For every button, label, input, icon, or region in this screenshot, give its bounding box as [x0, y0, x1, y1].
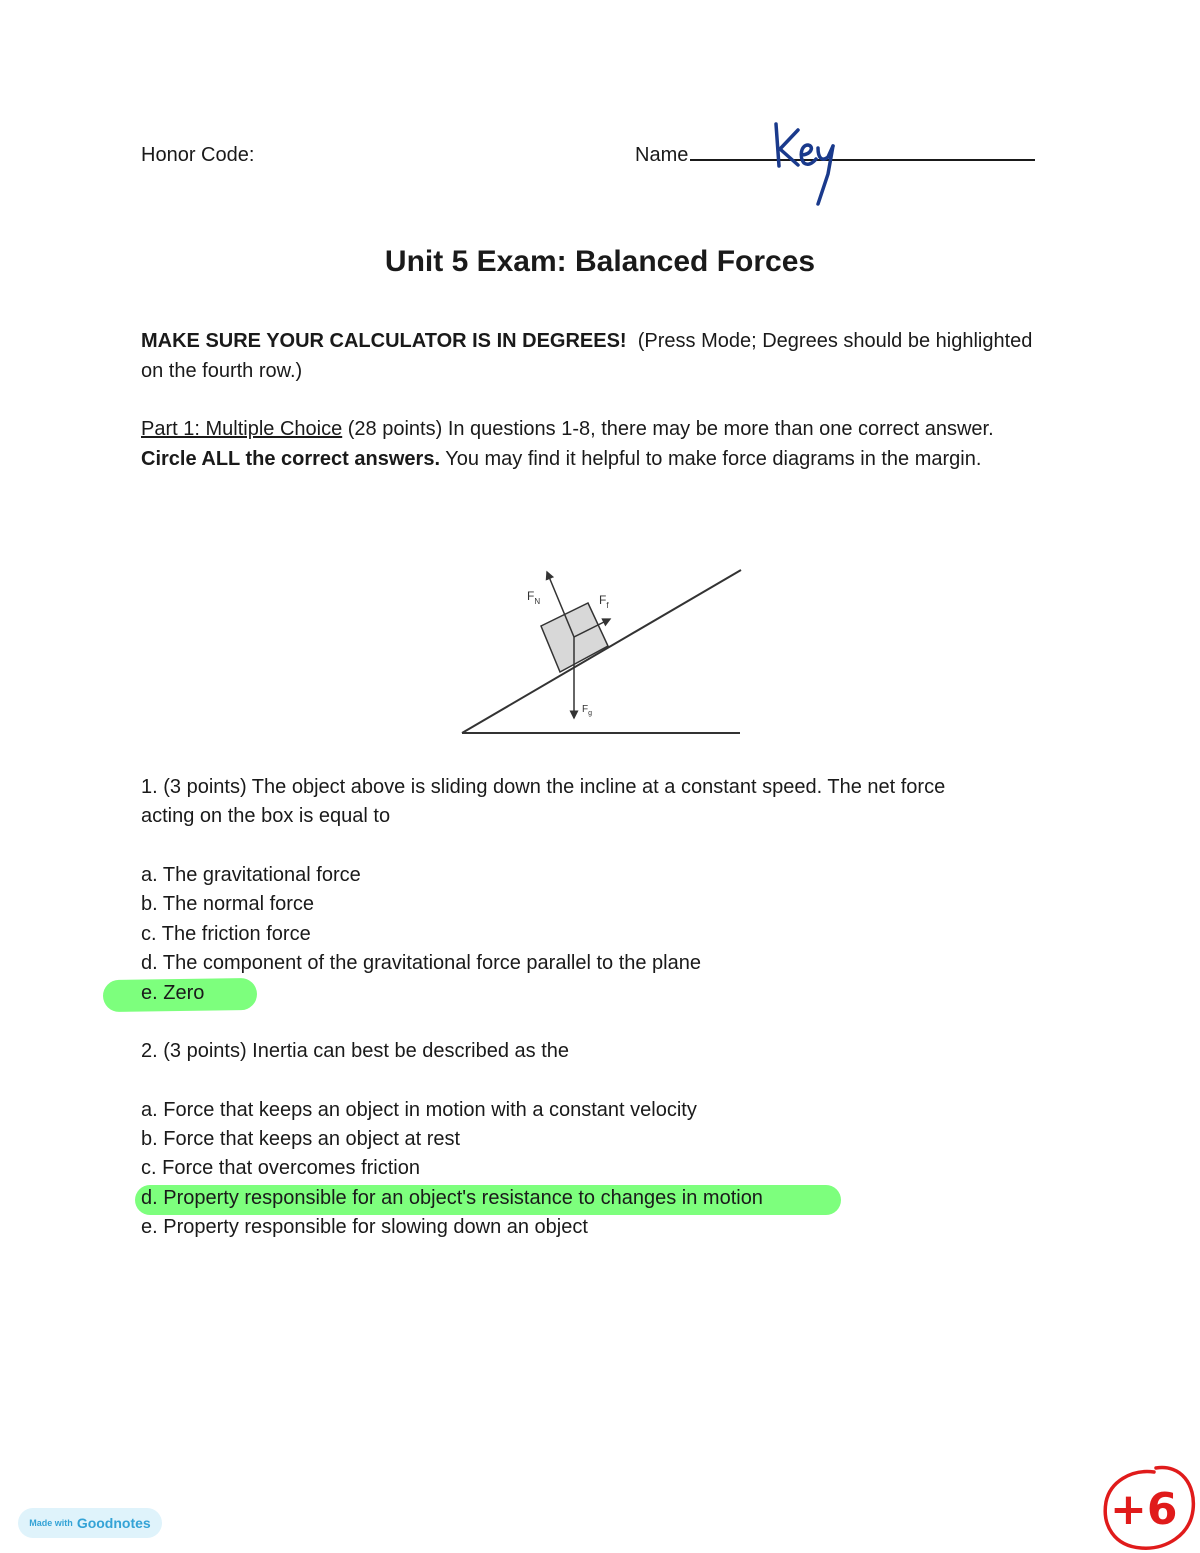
calculator-warning: MAKE SURE YOUR CALCULATOR IS IN DEGREES!	[141, 330, 627, 352]
part-1-text-1: (28 points) In questions 1-8, there may be more than one correct answer.	[347, 418, 994, 440]
question-1-stem-line-2: acting on the box is equal to	[141, 805, 391, 827]
honor-code-label: Honor Code:	[141, 144, 255, 166]
question-2-option-a: a. Force that keeps an object in motion with a constant velocity	[141, 1099, 697, 1121]
name-underline	[690, 141, 1035, 161]
part-1-text-2: You may find it helpful to make force diagrams in the margin.	[445, 448, 982, 470]
page-title: Unit 5 Exam: Balanced Forces	[384, 245, 816, 278]
normal-force-label: $F_N$	[527, 589, 541, 606]
incline-force-diagram	[455, 560, 750, 740]
question-1-option-d: d. The component of the gravitational force parallel to the plane	[141, 952, 701, 974]
question-2-option-e: e. Property responsible for slowing down an object	[141, 1216, 588, 1238]
badge-made-with: Made with	[29, 1518, 73, 1528]
question-2-option-b: b. Force that keeps an object at rest	[141, 1128, 461, 1150]
badge-brand: Goodnotes	[76, 1515, 151, 1531]
question-2-option-d: d. Property responsible for an object's resistance to changes in motion	[141, 1187, 763, 1209]
part-1-instructions	[141, 414, 1041, 474]
part-1-label: Part 1: Multiple Choice	[141, 418, 343, 440]
question-2-option-c: c. Force that overcomes friction	[141, 1157, 420, 1179]
part-1-bold: Circle ALL the correct answers.	[141, 448, 441, 470]
question-1-stem-line-1: 1. (3 points) The object above is sliding down the incline at a constant speed. The net force	[141, 776, 946, 798]
question-1-option-b: b. The normal force	[141, 893, 315, 915]
friction-force-label: $F_f$	[599, 593, 609, 610]
question-2-stem: 2. (3 points) Inertia can best be described as the	[141, 1040, 570, 1062]
calculator-note: (Press Mode; Degrees should be highlighted on the fourth row.)	[141, 330, 1033, 382]
calculator-instruction	[141, 326, 1041, 386]
score-value: +6	[1110, 1484, 1178, 1535]
gravity-force-label: $F_g$	[582, 704, 593, 717]
question-1-option-c: c. The friction force	[141, 923, 311, 945]
question-1-option-e: e. Zero	[141, 982, 205, 1004]
name-label: Name	[635, 144, 689, 166]
question-1-option-a: a. The gravitational force	[141, 864, 361, 886]
goodnotes-badge[interactable]	[18, 1508, 162, 1538]
handwritten-key-signature	[766, 112, 846, 212]
